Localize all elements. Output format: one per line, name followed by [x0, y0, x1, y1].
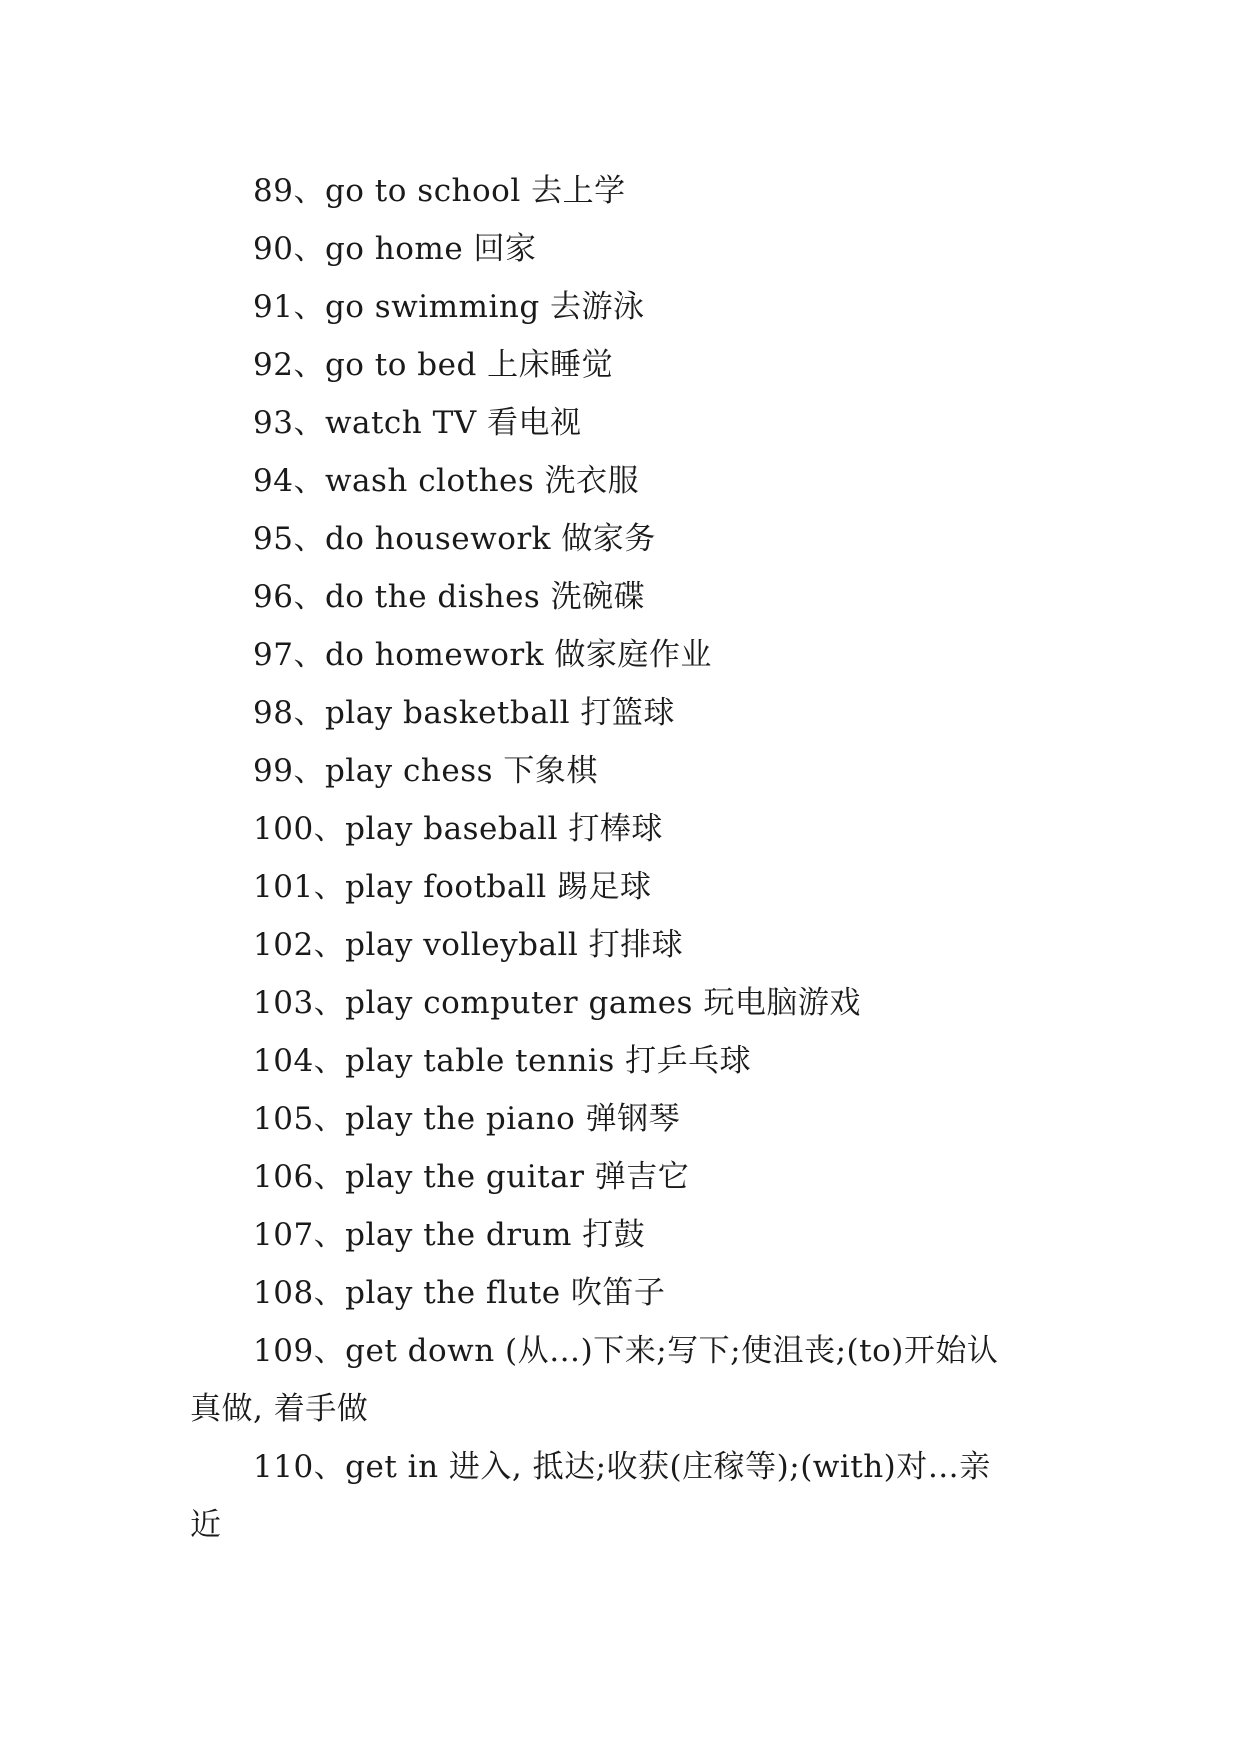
- list-item: [0, 394, 1241, 452]
- list-item: [0, 162, 1241, 220]
- list-item: [0, 800, 1241, 858]
- phrase-text: 91、go swimming 去游泳: [253, 289, 645, 325]
- phrase-text: 99、play chess 下象棋: [253, 753, 598, 789]
- list-item: [0, 278, 1241, 336]
- list-item: [0, 684, 1241, 742]
- phrase-text: 89、go to school 去上学: [253, 173, 626, 209]
- list-item: [0, 1090, 1241, 1148]
- phrase-text: 97、do homework 做家庭作业: [253, 637, 712, 673]
- list-item: [0, 1032, 1241, 1090]
- phrase-text: 108、play the flute 吹笛子: [253, 1275, 666, 1311]
- phrase-text: 95、do housework 做家务: [253, 521, 656, 557]
- list-item: [0, 626, 1241, 684]
- list-item: [0, 336, 1241, 394]
- list-item: [0, 742, 1241, 800]
- list-item: [0, 1148, 1241, 1206]
- phrase-text: 96、do the dishes 洗碗碟: [253, 579, 646, 615]
- list-item: [0, 858, 1241, 916]
- phrase-text: 109、get down (从…)下来;写下;使沮丧;(to)开始认: [253, 1333, 999, 1369]
- phrase-text: 106、play the guitar 弹吉它: [253, 1159, 690, 1195]
- phrase-text: 101、play football 踢足球: [253, 869, 652, 905]
- phrase-list: [0, 162, 1241, 1554]
- phrase-text: 94、wash clothes 洗衣服: [253, 463, 640, 499]
- phrase-text: 98、play basketball 打篮球: [253, 695, 675, 731]
- phrase-text-continuation: 近: [190, 1507, 222, 1543]
- list-item: [0, 1322, 1241, 1438]
- phrase-text: 93、watch TV 看电视: [253, 405, 582, 441]
- phrase-text-continuation: 真做, 着手做: [190, 1391, 369, 1427]
- list-item: [0, 916, 1241, 974]
- phrase-text: 105、play the piano 弹钢琴: [253, 1101, 681, 1137]
- phrase-text: 90、go home 回家: [253, 231, 537, 267]
- phrase-text: 110、get in 进入, 抵达;收获(庄稼等);(with)对…亲: [253, 1449, 991, 1485]
- phrase-text: 107、play the drum 打鼓: [253, 1217, 646, 1253]
- list-item: [0, 452, 1241, 510]
- list-item: [0, 510, 1241, 568]
- phrase-text: 92、go to bed 上床睡觉: [253, 347, 614, 383]
- list-item: [0, 974, 1241, 1032]
- phrase-text: 104、play table tennis 打乒乓球: [253, 1043, 752, 1079]
- list-item: [0, 1206, 1241, 1264]
- list-item: [0, 220, 1241, 278]
- list-item: [0, 568, 1241, 626]
- list-item: [0, 1438, 1241, 1554]
- phrase-text: 103、play computer games 玩电脑游戏: [253, 985, 861, 1021]
- phrase-text: 102、play volleyball 打排球: [253, 927, 684, 963]
- list-item: [0, 1264, 1241, 1322]
- phrase-text: 100、play baseball 打棒球: [253, 811, 663, 847]
